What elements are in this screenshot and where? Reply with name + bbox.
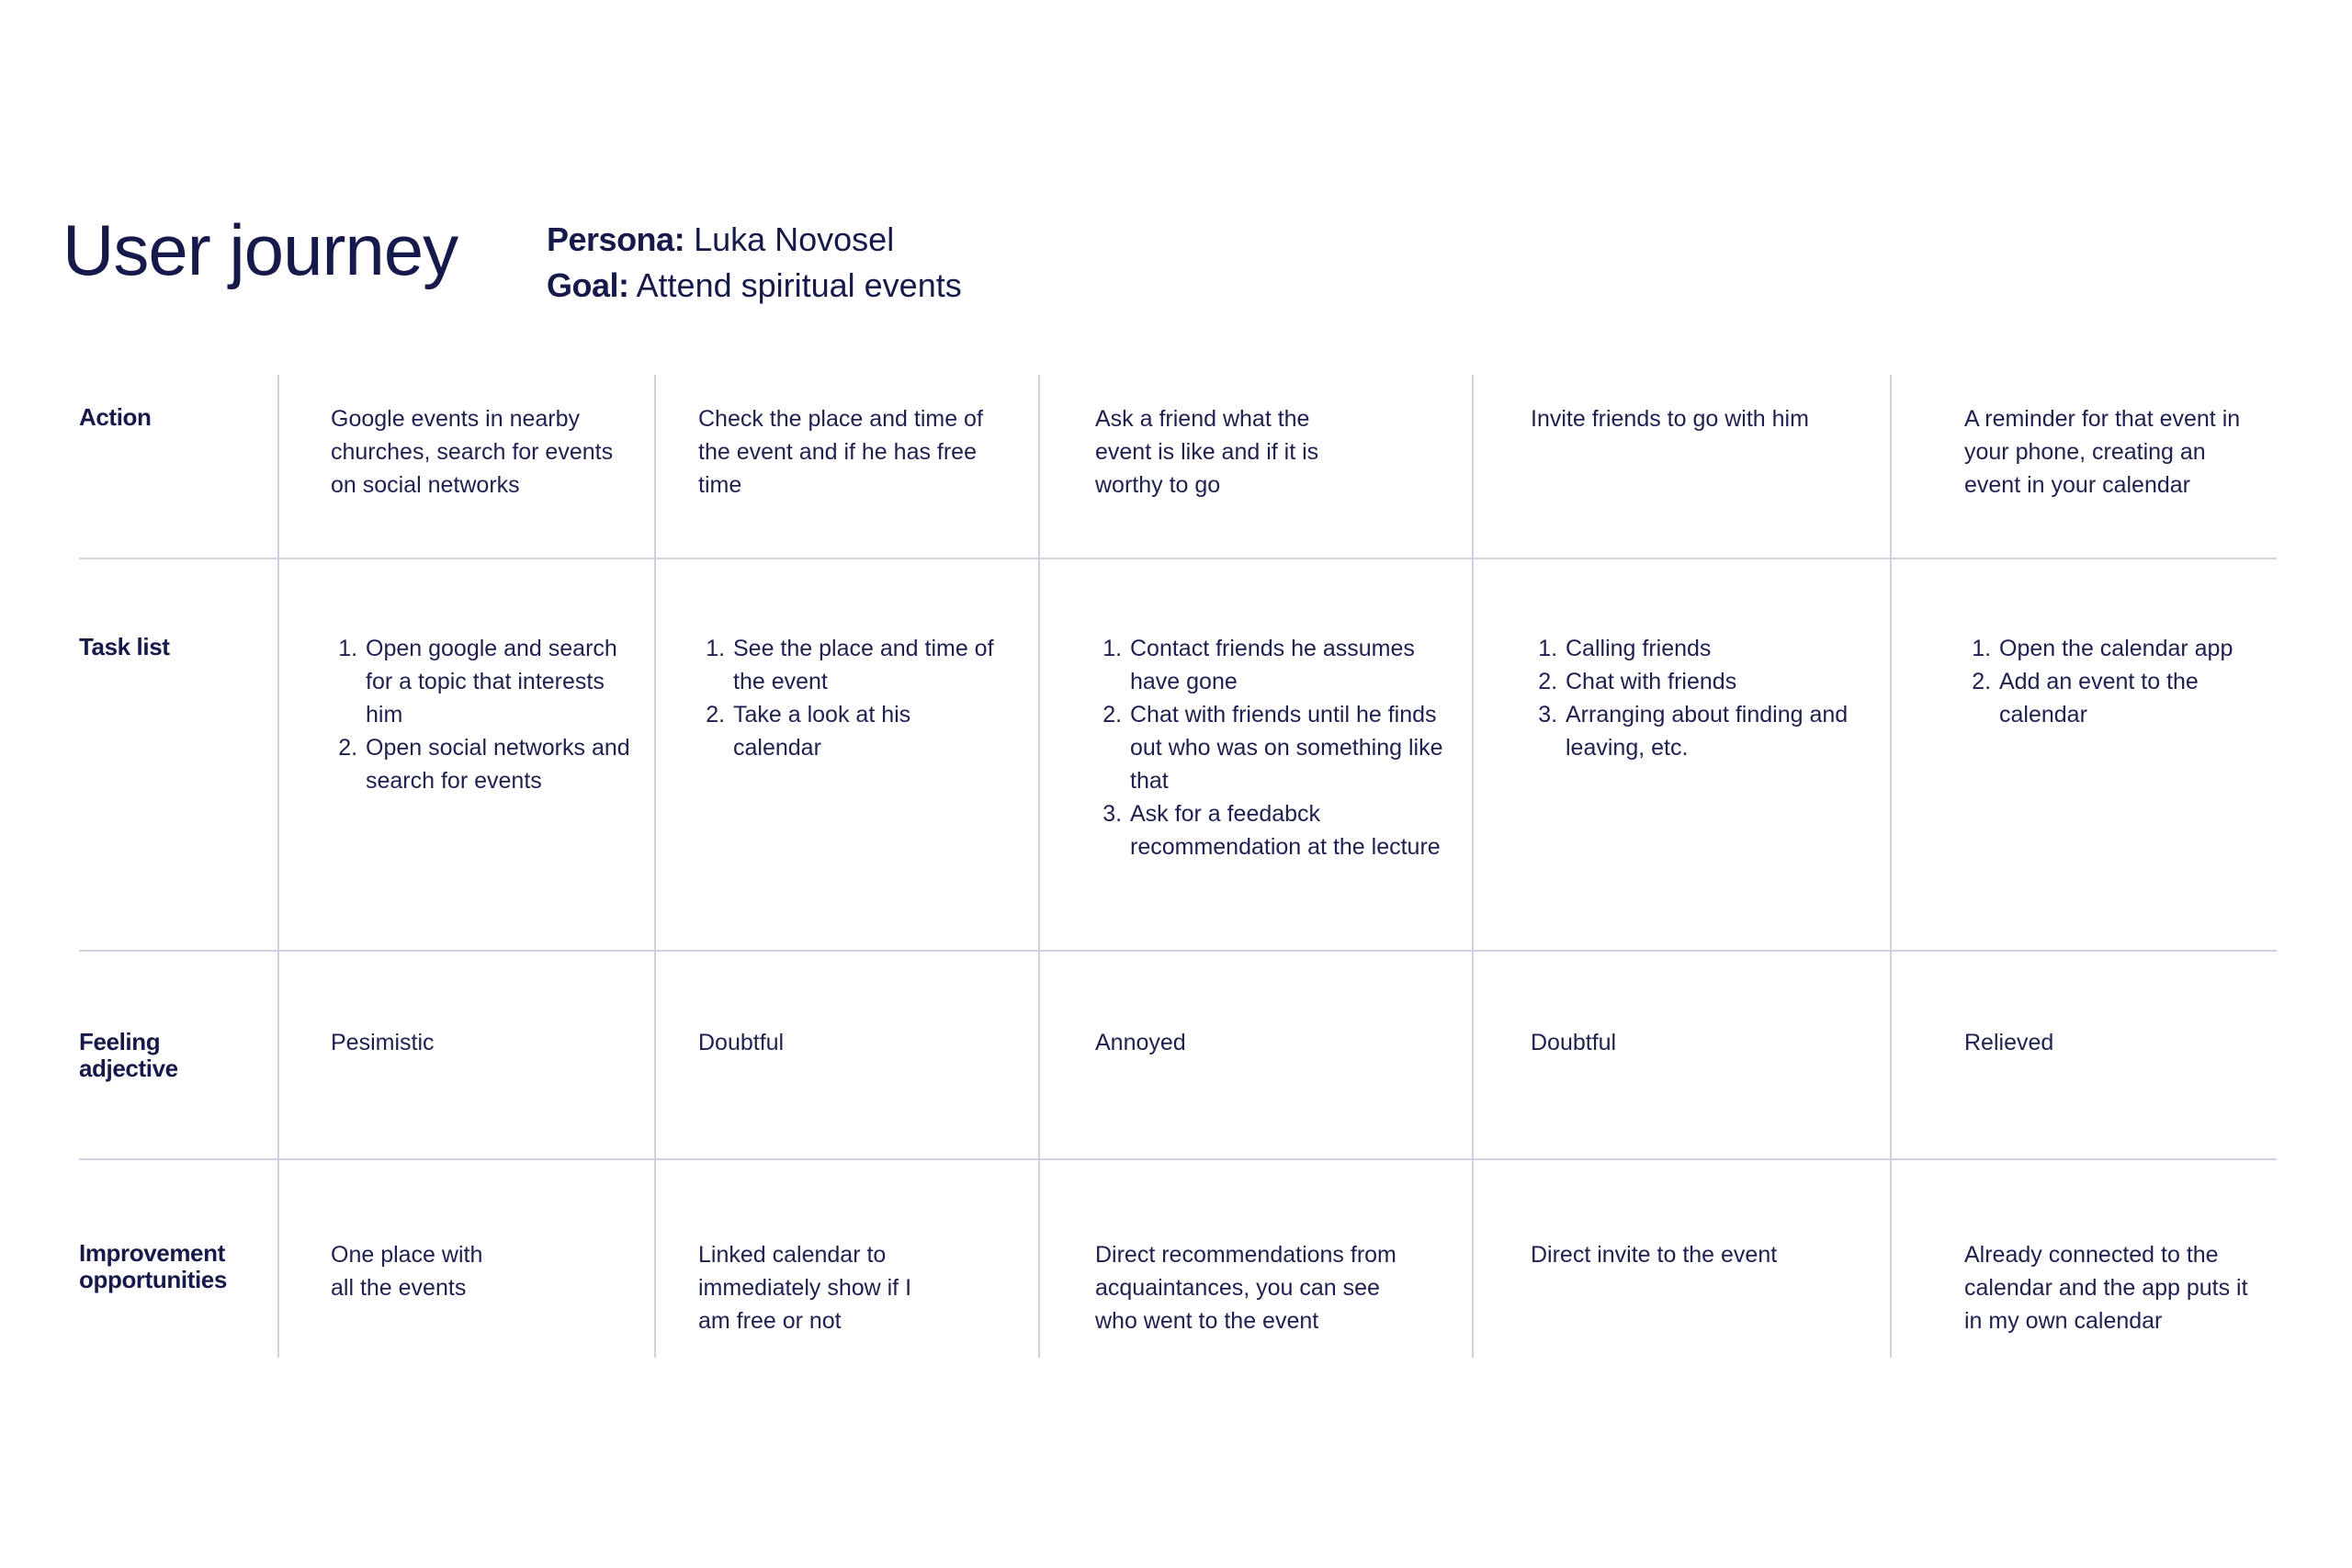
task-item: 2. Add an event to the calendar (1997, 665, 2267, 731)
feeling-cell: Doubtful (1531, 1030, 1617, 1055)
column-divider (1472, 375, 1474, 1358)
column-divider (1038, 375, 1040, 1358)
task-item: 1. See the place and time of the event (731, 632, 1001, 698)
task-item: 1. Contact friends he assumes have gone (1128, 632, 1444, 698)
task-item: 2. Open social networks and search for events (364, 731, 634, 797)
action-cell: Google events in nearby churches, search for events on social networks (331, 406, 614, 498)
task-list (1531, 632, 1861, 764)
row-label-feeling: Feeling adjective (79, 1028, 178, 1082)
improvement-cell: One place with all the events (331, 1242, 483, 1301)
persona-line (547, 217, 962, 263)
improvement-cell: Linked calendar to immediately show if I am free or not (698, 1242, 912, 1334)
row-label-improvement: Improvement opportunities (79, 1239, 227, 1293)
feeling-cell: Doubtful (698, 1030, 785, 1055)
goal-line (547, 263, 962, 309)
task-item: 1. Calling friends (1564, 632, 1861, 665)
task-list-cell (331, 632, 634, 797)
column-divider (654, 375, 656, 1358)
column-divider (1890, 375, 1892, 1358)
action-cell: Check the place and time of the event and if he has free time (698, 406, 983, 498)
row-divider (79, 950, 2277, 952)
improvement-cell: Already connected to the calendar and the app puts it in my own calendar (1964, 1242, 2248, 1334)
task-item: 2. Chat with friends until he finds out who was on something like that (1128, 698, 1444, 797)
action-cell: Invite friends to go with him (1531, 406, 1809, 432)
task-list (1964, 632, 2267, 731)
goal-label: Goal: (547, 266, 629, 304)
row-divider (79, 1158, 2277, 1160)
task-list (331, 632, 634, 797)
task-list (1095, 632, 1444, 863)
task-list (698, 632, 1001, 764)
column-divider (277, 375, 279, 1358)
task-item: 2. Chat with friends (1564, 665, 1861, 698)
persona-value: Luka Novosel (694, 220, 895, 258)
journey-meta (547, 217, 962, 309)
task-list-cell (1964, 632, 2267, 731)
journey-grid (79, 375, 2277, 1358)
feeling-cell: Annoyed (1095, 1030, 1186, 1055)
task-list-cell (1095, 632, 1444, 863)
row-label-task-list: Task list (79, 633, 170, 660)
row-label-action: Action (79, 403, 152, 431)
task-item: 3. Arranging about finding and leaving, etc. (1564, 698, 1861, 764)
feeling-cell: Relieved (1964, 1030, 2054, 1055)
task-item: 1. Open the calendar app (1997, 632, 2267, 665)
row-divider (79, 558, 2277, 559)
task-list-cell (698, 632, 1001, 764)
improvement-cell: Direct invite to the event (1531, 1242, 1778, 1268)
task-item: 2. Take a look at his calendar (731, 698, 1001, 764)
persona-label: Persona: (547, 220, 685, 258)
task-item: 1. Open google and search for a topic that interests him (364, 632, 634, 731)
page-title: User journey (62, 209, 458, 290)
improvement-cell: Direct recommendations from acquaintances, you can see who went to the event (1095, 1242, 1396, 1334)
task-list-cell (1531, 632, 1861, 764)
goal-value: Attend spiritual events (636, 266, 962, 304)
action-cell: Ask a friend what the event is like and if it is worthy to go (1095, 406, 1319, 498)
feeling-cell: Pesimistic (331, 1030, 435, 1055)
action-cell: A reminder for that event in your phone, creating an event in your calendar (1964, 406, 2241, 498)
task-item: 3. Ask for a feedabck recommendation at the lecture (1128, 797, 1444, 863)
